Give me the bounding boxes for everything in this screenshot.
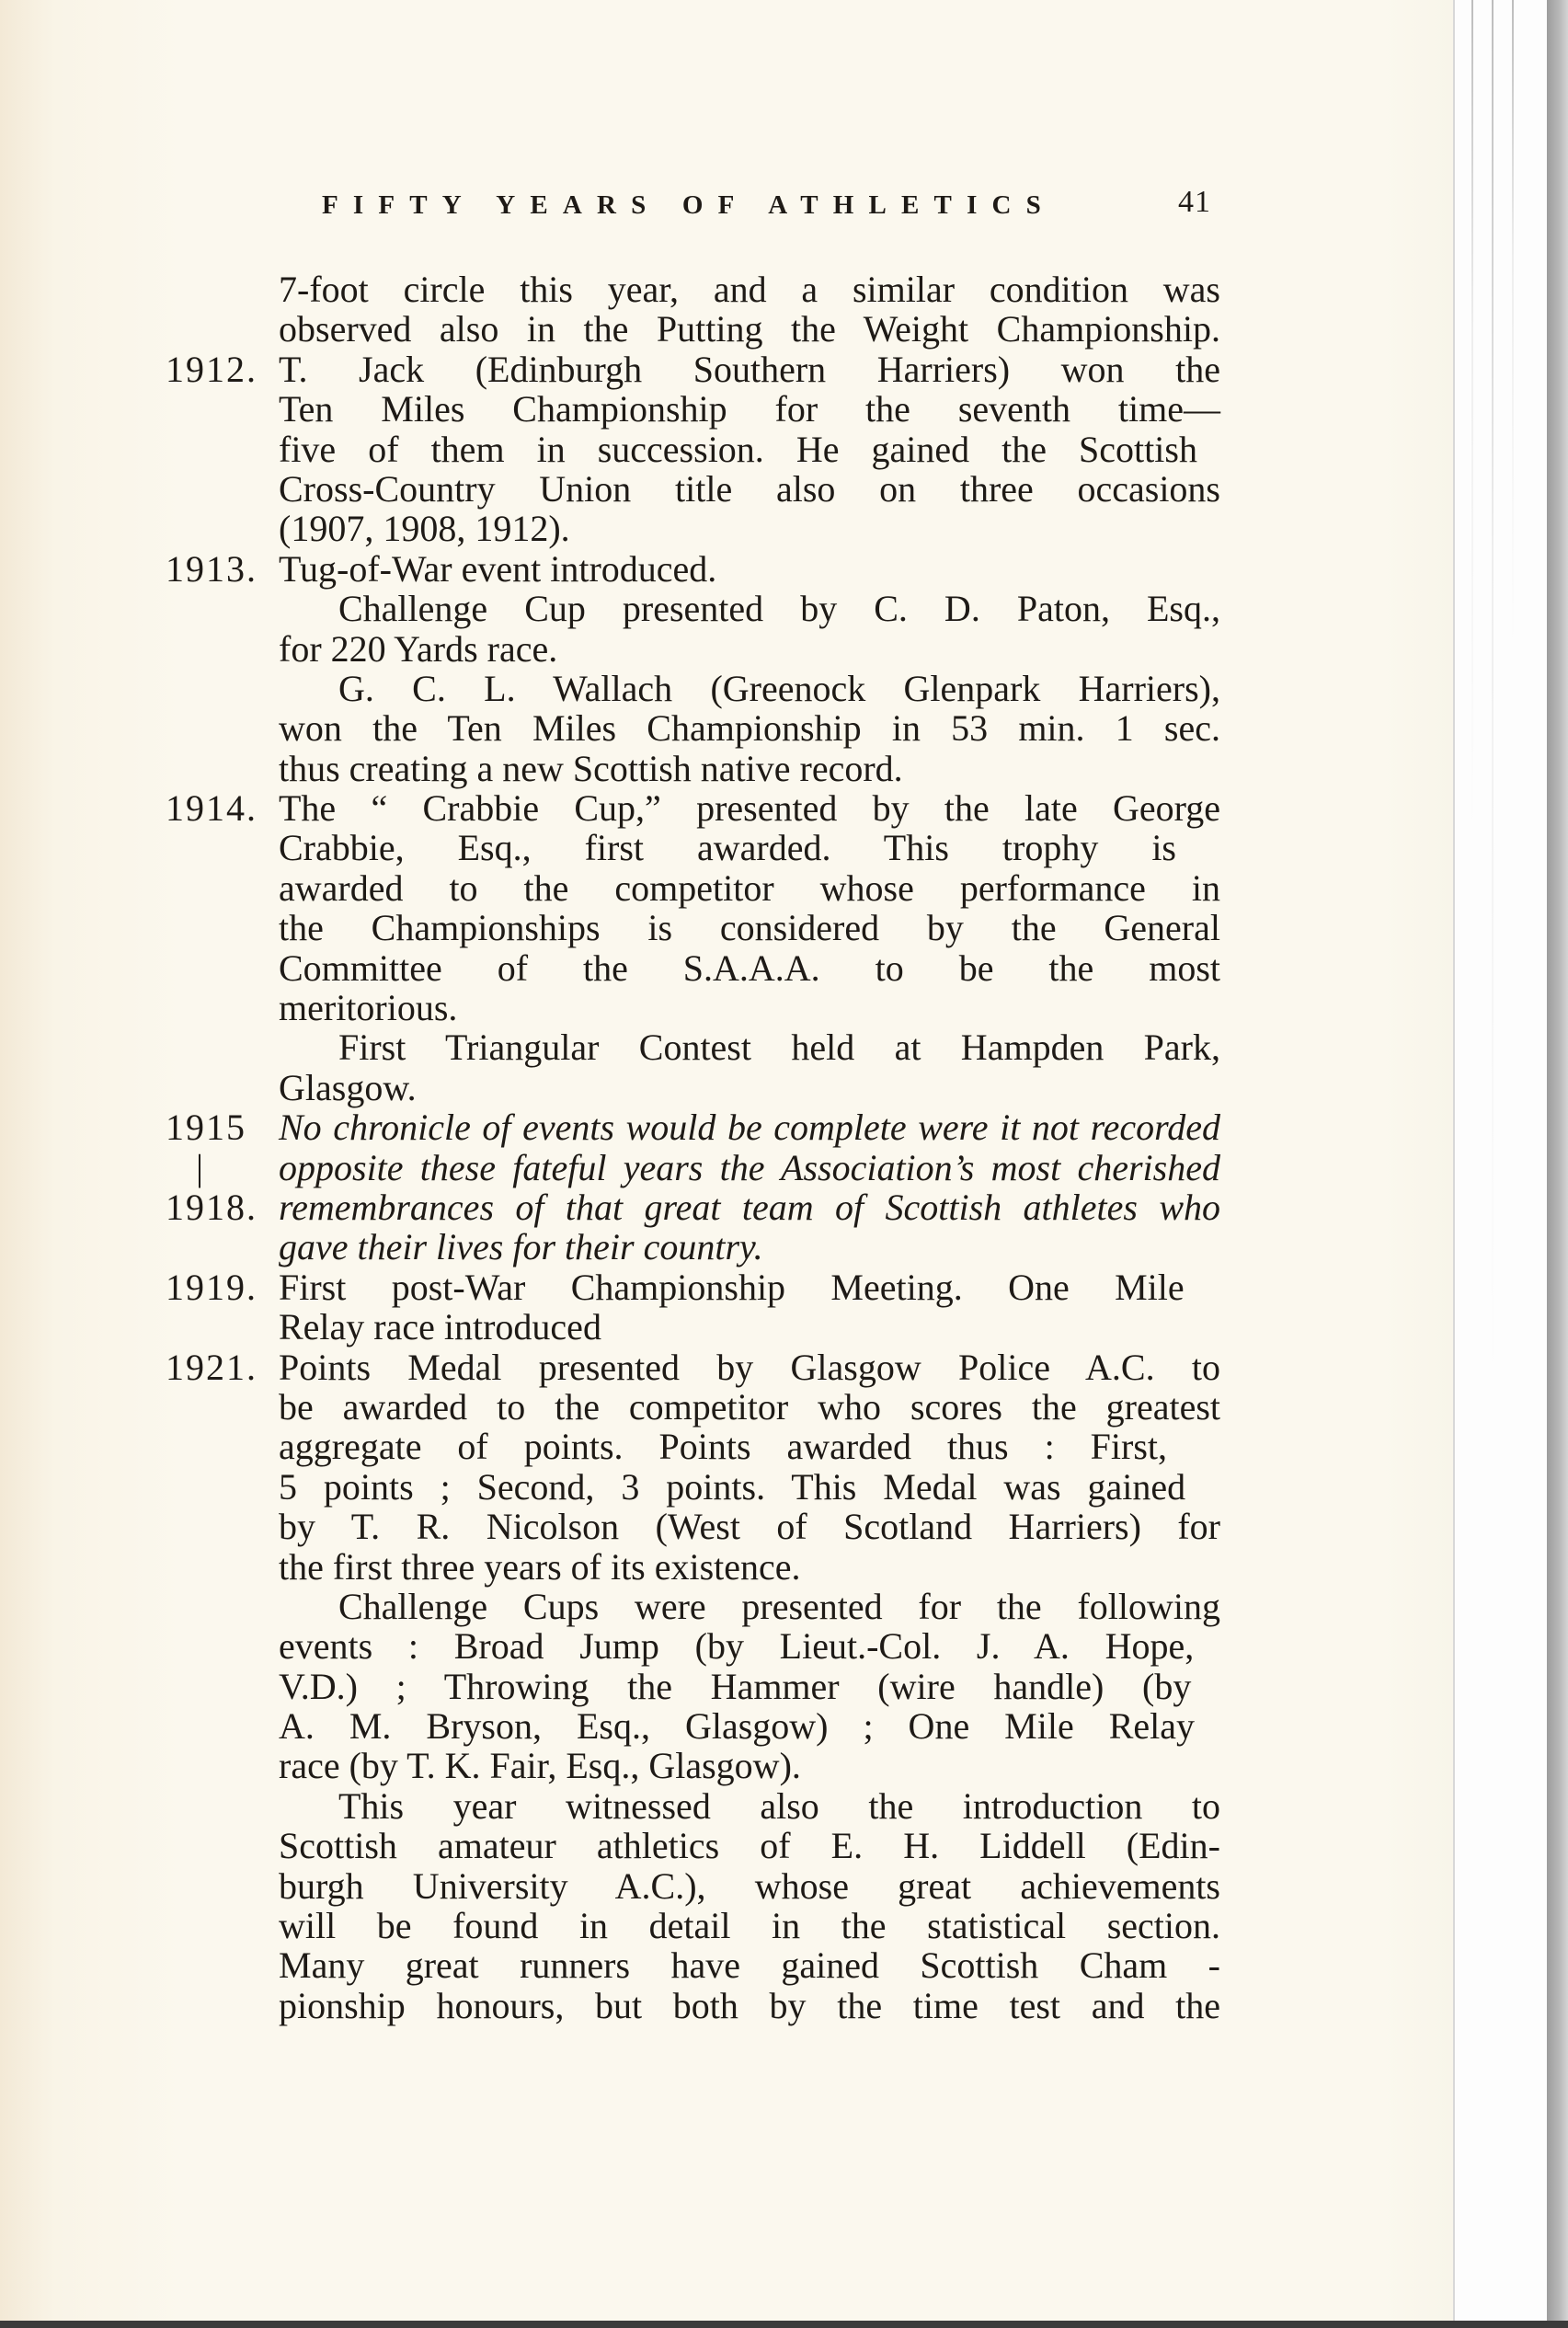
line-text: events : Broad Jump (by Lieut.-Col. J. A. Hope, xyxy=(279,1625,1195,1668)
scanner-bottom-edge xyxy=(0,2321,1568,2328)
line-text: A. M. Bryson, Esq., Glasgow) ; One Mile Relay xyxy=(279,1705,1196,1748)
text-line xyxy=(279,509,1220,548)
text-line xyxy=(279,269,1220,309)
text-line xyxy=(279,1826,1220,1865)
line-text: This year witnessed also the introduction to xyxy=(338,1784,1220,1827)
line-text: G. C. L. Wallach (Greenock Glenpark Harriers), xyxy=(338,667,1220,709)
line-text: won the Ten Miles Championship in 53 min. 1 sec. xyxy=(279,707,1220,750)
year-label: 1919. xyxy=(166,1266,258,1308)
chronicle-text-block xyxy=(166,269,1220,2026)
line-text: Points Medal presented by Glasgow Police A.C. to xyxy=(279,1346,1220,1388)
text-line xyxy=(279,749,1220,788)
page-edge-line xyxy=(1492,0,1494,1380)
scanner-shadow-edge xyxy=(1547,0,1568,2321)
text-line xyxy=(279,908,1220,947)
line-text: Challenge Cups were presented for the following xyxy=(338,1585,1220,1627)
line-text: Crabbie, Esq., first awarded. This trophy is xyxy=(279,827,1177,869)
line-text: First Triangular Contest held at Hampden Park, xyxy=(338,1026,1220,1069)
text-line xyxy=(279,469,1220,509)
line-text: the first three years of its existence. xyxy=(279,1545,801,1588)
italic-memorial-text: remembrances of that great team of Scottish athletes who xyxy=(279,1186,1220,1228)
text-line xyxy=(166,1266,1220,1308)
line-text: The “ Crabbie Cup,” presented by the late George xyxy=(279,787,1220,830)
year-label: 1915 xyxy=(166,1107,246,1149)
line-text: T. Jack (Edinburgh Southern Harriers) won the xyxy=(279,348,1220,390)
text-line xyxy=(279,1227,1220,1267)
line-text: race (by T. K. Fair, Esq., Glasgow). xyxy=(279,1745,801,1787)
line-text: Tug-of-War event introduced. xyxy=(279,547,717,590)
italic-memorial-text: opposite these fateful years the Association’s most cherished xyxy=(279,1146,1220,1188)
running-head-title: FIFTY YEARS OF ATHLETICS xyxy=(322,190,1056,220)
text-line xyxy=(279,1986,1220,2025)
line-text: Scottish amateur athletics of E. H. Liddell (Edin- xyxy=(279,1825,1220,1867)
line-text: Relay race introduced xyxy=(279,1306,601,1348)
line-text: will be found in detail in the statistical section. xyxy=(279,1905,1220,1947)
text-line xyxy=(279,309,1220,349)
text-line xyxy=(279,1027,1220,1067)
text-line xyxy=(279,1068,1220,1107)
line-text: pionship honours, but both by the time test and the xyxy=(279,1984,1220,2026)
text-line xyxy=(279,1945,1220,1985)
line-text: five of them in succession. He gained the Scottish xyxy=(279,428,1197,470)
text-line xyxy=(166,348,1220,390)
line-text: (1907, 1908, 1912). xyxy=(279,508,570,550)
text-line xyxy=(279,1307,1220,1347)
year-range-bar: | xyxy=(196,1146,206,1188)
stacked-page-edges xyxy=(1453,0,1547,2321)
line-text: Committee of the S.A.A.A. to be the most xyxy=(279,946,1220,989)
text-line xyxy=(279,1507,1220,1546)
line-text: thus creating a new Scottish native record. xyxy=(279,747,903,789)
text-line xyxy=(279,1427,1220,1466)
line-text: by T. R. Nicolson (West of Scotland Harriers) for xyxy=(279,1506,1220,1548)
line-text: for 220 Yards race. xyxy=(279,627,558,670)
text-line xyxy=(279,1866,1220,1906)
text-line xyxy=(279,1667,1220,1706)
text-line xyxy=(279,669,1220,708)
line-text: First post-War Championship Meeting. One Mile xyxy=(279,1266,1185,1308)
line-text: Challenge Cup presented by C. D. Paton, Esq., xyxy=(338,588,1220,630)
line-text: Cross-Country Union title also on three occasions xyxy=(279,467,1220,510)
line-text: burgh University A.C.), whose great achievements xyxy=(279,1864,1220,1907)
text-line xyxy=(279,828,1220,867)
line-text: meritorious. xyxy=(279,987,458,1029)
text-line xyxy=(279,1467,1220,1507)
line-text: observed also in the Putting the Weight Championship. xyxy=(279,308,1220,350)
text-line xyxy=(279,948,1220,988)
text-line xyxy=(279,629,1220,669)
text-line xyxy=(166,1186,1220,1228)
text-line xyxy=(166,1107,1220,1149)
year-label: 1918. xyxy=(166,1186,258,1228)
text-line xyxy=(279,868,1220,908)
italic-memorial-text: gave their lives for their country. xyxy=(279,1226,763,1268)
text-line xyxy=(279,1587,1220,1626)
text-line xyxy=(279,389,1220,429)
text-line xyxy=(166,787,1220,830)
text-line xyxy=(196,1146,1220,1188)
text-line xyxy=(279,988,1220,1027)
text-line xyxy=(279,430,1220,469)
text-line xyxy=(279,1626,1220,1666)
text-line xyxy=(279,1786,1220,1826)
text-line xyxy=(279,1746,1220,1785)
text-line xyxy=(279,1706,1220,1746)
text-line xyxy=(166,547,1220,590)
line-text: Glasgow. xyxy=(279,1066,417,1108)
page-edge-line xyxy=(1471,0,1473,828)
text-line xyxy=(279,708,1220,748)
page-number: 41 xyxy=(1178,185,1211,219)
page-edge-line xyxy=(1512,0,1514,644)
year-label: 1912. xyxy=(166,348,258,390)
line-text: 7-foot circle this year, and a similar condition was xyxy=(279,269,1220,310)
line-text: V.D.) ; Throwing the Hammer (wire handle) (by xyxy=(279,1665,1192,1707)
text-line xyxy=(279,1906,1220,1945)
text-line xyxy=(166,1346,1220,1388)
italic-memorial-text: No chronicle of events would be complete were it not recorded xyxy=(279,1107,1220,1149)
line-text: the Championships is considered by the General xyxy=(279,907,1220,949)
line-text: Ten Miles Championship for the seventh time— xyxy=(279,388,1220,430)
year-label: 1921. xyxy=(166,1346,258,1388)
line-text: Many great runners have gained Scottish Cham - xyxy=(279,1944,1220,1987)
year-label: 1914. xyxy=(166,787,258,830)
line-text: awarded to the competitor whose performance in xyxy=(279,866,1220,909)
line-text: 5 points ; Second, 3 points. This Medal was gained xyxy=(279,1465,1186,1508)
text-line xyxy=(279,1387,1220,1427)
year-label: 1913. xyxy=(166,547,258,590)
line-text: be awarded to the competitor who scores the greatest xyxy=(279,1385,1220,1428)
text-line xyxy=(279,1547,1220,1587)
text-line xyxy=(279,589,1220,628)
line-text: aggregate of points. Points awarded thus : First, xyxy=(279,1426,1168,1468)
